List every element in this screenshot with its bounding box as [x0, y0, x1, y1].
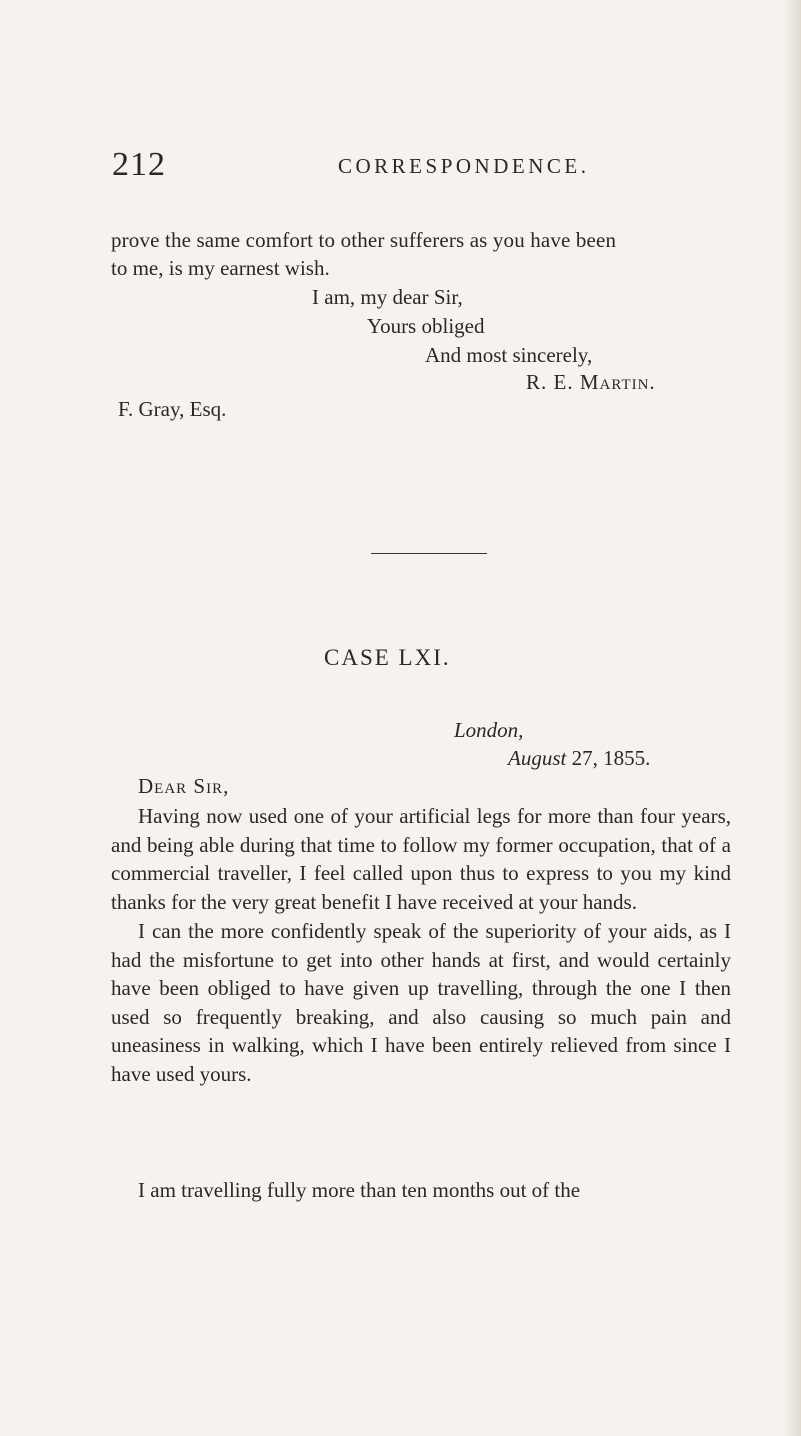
- salutation: Dear Sir,: [138, 774, 230, 798]
- letter-date-rest: 27, 1855.: [566, 746, 651, 770]
- body-line: to me, is my earnest wish.: [111, 256, 330, 280]
- letter-date: [508, 744, 650, 772]
- paragraph: I can the more confidently speak of the superiority of your aids, as I had the misfortune to get into other hands at first, and would certainly have been obliged to have given up travelling, through the one I then used so frequently breaking, and also causing so much pain and uneasiness in walking, which I have been entirely relieved from since I have used yours.: [111, 919, 731, 1086]
- case-title: CASE LXI.: [324, 645, 451, 670]
- section-divider: [371, 553, 487, 554]
- valediction: And most sincerely,: [425, 343, 593, 367]
- running-head: CORRESPONDENCE.: [338, 154, 590, 178]
- signature: R. E. Martin.: [526, 370, 656, 394]
- paragraph: I am travelling fully more than ten months out of the: [138, 1178, 581, 1202]
- paragraph: Having now used one of your artificial legs for more than four years, and being able during that time to follow my former occupation, that of a commercial traveller, I feel called upon thus to express to you my kind thanks for the very great benefit I have received at your hands.: [111, 804, 731, 914]
- valediction: I am, my dear Sir,: [312, 285, 463, 309]
- letter-place: London,: [454, 718, 524, 742]
- page-number: 212: [112, 146, 166, 183]
- letter-date-month: August: [508, 746, 567, 770]
- body-line: prove the same comfort to other sufferers as you have been: [111, 228, 617, 252]
- page-header: [112, 145, 712, 185]
- addressee: F. Gray, Esq.: [118, 397, 227, 421]
- valediction: Yours obliged: [367, 314, 485, 338]
- page-edge-shadow: [783, 0, 801, 1436]
